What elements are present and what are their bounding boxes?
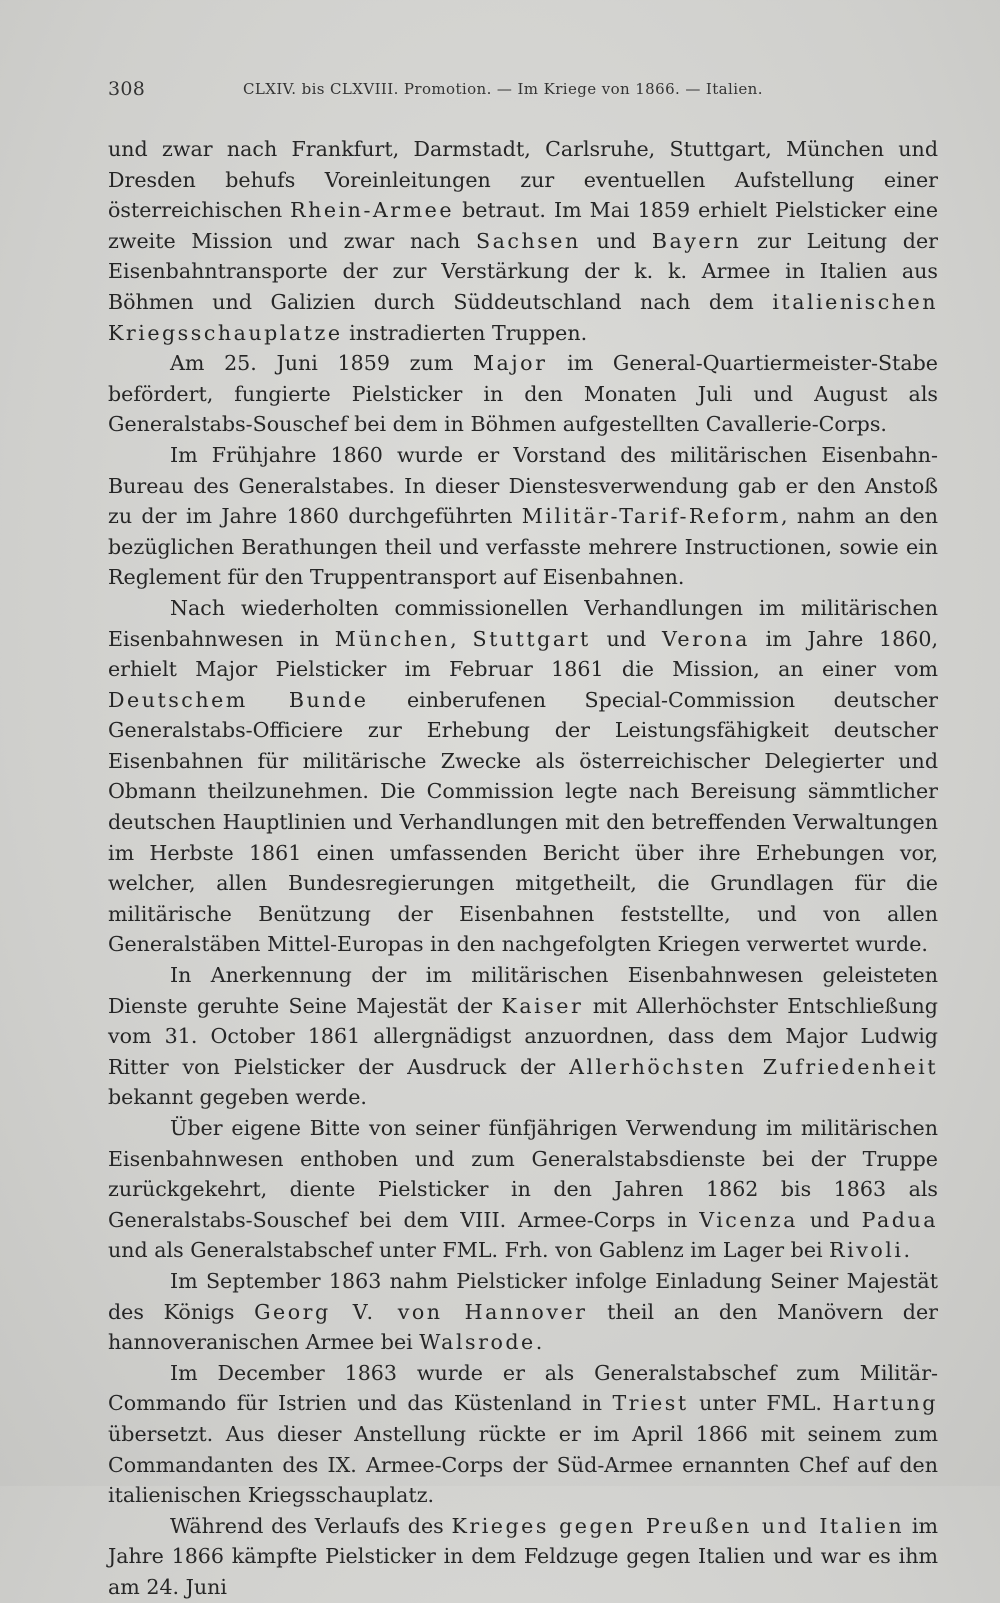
page-header — [108, 74, 938, 114]
text-segment: Nach wiederholten commissionellen Verhandlungen im militärischen Eisenbahnwesen in — [108, 595, 938, 651]
emphasized-text: Georg V. von Hannover — [254, 1299, 588, 1324]
paragraph — [108, 1511, 938, 1603]
emphasized-text: Rhein-Armee — [290, 198, 455, 223]
text-segment: und — [580, 228, 652, 253]
text-segment: instradierten Truppen. — [342, 320, 588, 345]
emphasized-text: Sachsen — [476, 228, 581, 253]
emphasized-text: Krieges gegen Preußen und Italien — [451, 1513, 905, 1538]
running-title: CLXIV. bis CLXVIII. Promotion. — Im Kriege von 1866. — Italien. — [243, 80, 763, 98]
text-segment: betraut. Im Mai 1859 erhielt Pielsticker eine zweite Mission und zwar nach — [108, 198, 939, 253]
text-segment: theil an den Manövern der hannoveranischen Armee bei — [108, 1299, 938, 1355]
emphasized-text: italienischen Kriegsschauplatze — [108, 289, 938, 345]
emphasized-text: Triest — [612, 1391, 689, 1416]
text-segment: einberufenen Special-Commission deutscher Generalstabs-Officiere zur Erhebung der Leistungsfähigkeit deutscher Eisenbahnen für militärische Zwecke als österreichischer Delegierter und Obmann theilzunehmen. Die Commission legte nach Bereisung sämmtlicher deutschen Hauptlinien und Verhandlungen mit den betreffenden Verwaltungen im Herbste 1861 einen umfassenden Bericht über ihre Erhebungen vor, welcher, allen Bundesregierungen mitgetheilt, die Grundlagen für die militärische Benützung der Eisenbahnen feststellte, und von allen Generalstäben Mittel-Europas in den nachgefolgten Kriegen verwertet wurde. — [108, 687, 938, 957]
body-text — [108, 134, 938, 1603]
paragraph — [108, 1113, 938, 1266]
text-segment: unter FML. — [688, 1391, 833, 1416]
text-segment: und — [590, 626, 662, 651]
emphasized-text: Hartung — [832, 1391, 938, 1416]
emphasized-text: Deutschem Bunde — [108, 687, 369, 712]
text-segment: und zwar nach Frankfurt, Darmstadt, Carlsruhe, Stuttgart, München und Dresden behufs Voreinleitungen zur eventuellen Aufstellung einer österreichischen — [108, 137, 938, 223]
emphasized-text: Padua — [861, 1207, 938, 1232]
book-page — [108, 74, 938, 1603]
text-segment: Im Frühjahre 1860 wurde er Vorstand des militärischen Eisenbahn-Bureau des Generalstabes. In dieser Dienstesverwendung gab er den Anstoß zu der im Jahre 1860 durchgeführten — [108, 442, 938, 529]
text-segment: . — [535, 1330, 543, 1355]
emphasized-text: Stuttgart — [472, 626, 591, 651]
emphasized-text: Verona — [661, 626, 750, 651]
emphasized-text: Major — [472, 351, 548, 376]
emphasized-text: Kaiser — [501, 993, 584, 1018]
text-segment: Am 25. Juni 1859 zum — [170, 351, 473, 376]
text-segment: im Jahre 1860, erhielt Major Pielsticker im Februar 1861 die Mission, an einer vom — [108, 626, 939, 682]
text-segment: und — [797, 1207, 862, 1232]
text-segment: Über eigene Bitte von seiner fünfjährigen Verwendung im militärischen Eisenbahnwesen enthoben und zum Generalstabsdienste bei der Truppe zurückgekehrt, diente Pielsticker in den Jahren 1862 bis 1863 als Generalstabs-Souschef bei dem VIII. Armee-Corps in — [108, 1116, 938, 1232]
text-segment: . — [903, 1238, 910, 1263]
emphasized-text: Walsrode — [419, 1330, 536, 1355]
emphasized-text: Vicenza — [699, 1207, 798, 1232]
text-segment: In Anerkennung der im militärischen Eisenbahnwesen geleisteten Dienste geruhte Seine Majestät der — [108, 963, 938, 1018]
text-segment: und als Generalstabschef unter FML. Frh. von Gablenz im Lager bei — [108, 1238, 830, 1263]
text-segment: übersetzt. Aus dieser Anstellung rückte er im April 1866 mit seinem zum Commandanten des IX. Armee-Corps der Süd-Armee ernannten Chef auf den italienischen Kriegsschauplatz. — [108, 1421, 938, 1508]
text-segment: , nahm an den bezüglichen Berathungen theil und verfasste mehrere Instructionen, sowie ein Reglement für den Truppentransport auf Eisenbahnen. — [108, 504, 938, 590]
emphasized-text: Rivoli — [829, 1238, 904, 1263]
paragraph — [108, 1266, 938, 1358]
text-segment: Im September 1863 nahm Pielsticker infolge Einladung Seiner Majestät des Königs — [108, 1268, 938, 1324]
text-segment: zur Leitung der Eisenbahntransporte der zur Verstärkung der k. k. Armee in Italien aus Böhmen und Galizien durch Süddeutschland nach dem — [108, 228, 938, 314]
emphasized-text: München — [334, 626, 451, 651]
text-segment: Im December 1863 wurde er als Generalstabschef zum Militär-Commando für Istrien und das Küstenland in — [108, 1360, 938, 1416]
text-segment: Während des Verlaufs des — [170, 1513, 452, 1538]
paragraph — [108, 134, 938, 348]
paragraph — [108, 1358, 938, 1511]
emphasized-text: Militär-Tarif-Reform — [521, 504, 781, 529]
page-number: 308 — [108, 78, 146, 100]
text-segment: im General-Quartiermeister-Stabe befördert, fungierte Pielsticker in den Monaten Juli und August als Generalstabs-Souschef bei dem in Böhmen aufgestellten Cavallerie-Corps. — [108, 351, 938, 437]
paragraph — [108, 960, 938, 1113]
paragraph — [108, 440, 938, 593]
paragraph — [108, 348, 938, 440]
emphasized-text: Allerhöchsten Zufriedenheit — [569, 1054, 938, 1079]
emphasized-text: Bayern — [651, 228, 742, 253]
text-segment: bekannt gegeben werde. — [108, 1085, 367, 1110]
paragraph — [108, 593, 938, 960]
text-segment: , — [450, 626, 473, 651]
text-segment: mit Allerhöchster Entschließung vom 31. October 1861 allergnädigst anzuordnen, dass dem Major Ludwig Ritter von Pielsticker der Ausdruck der — [108, 993, 938, 1079]
text-segment: im Jahre 1866 kämpfte Pielsticker in dem Feldzuge gegen Italien und war es ihm am 24. Juni — [108, 1513, 938, 1599]
